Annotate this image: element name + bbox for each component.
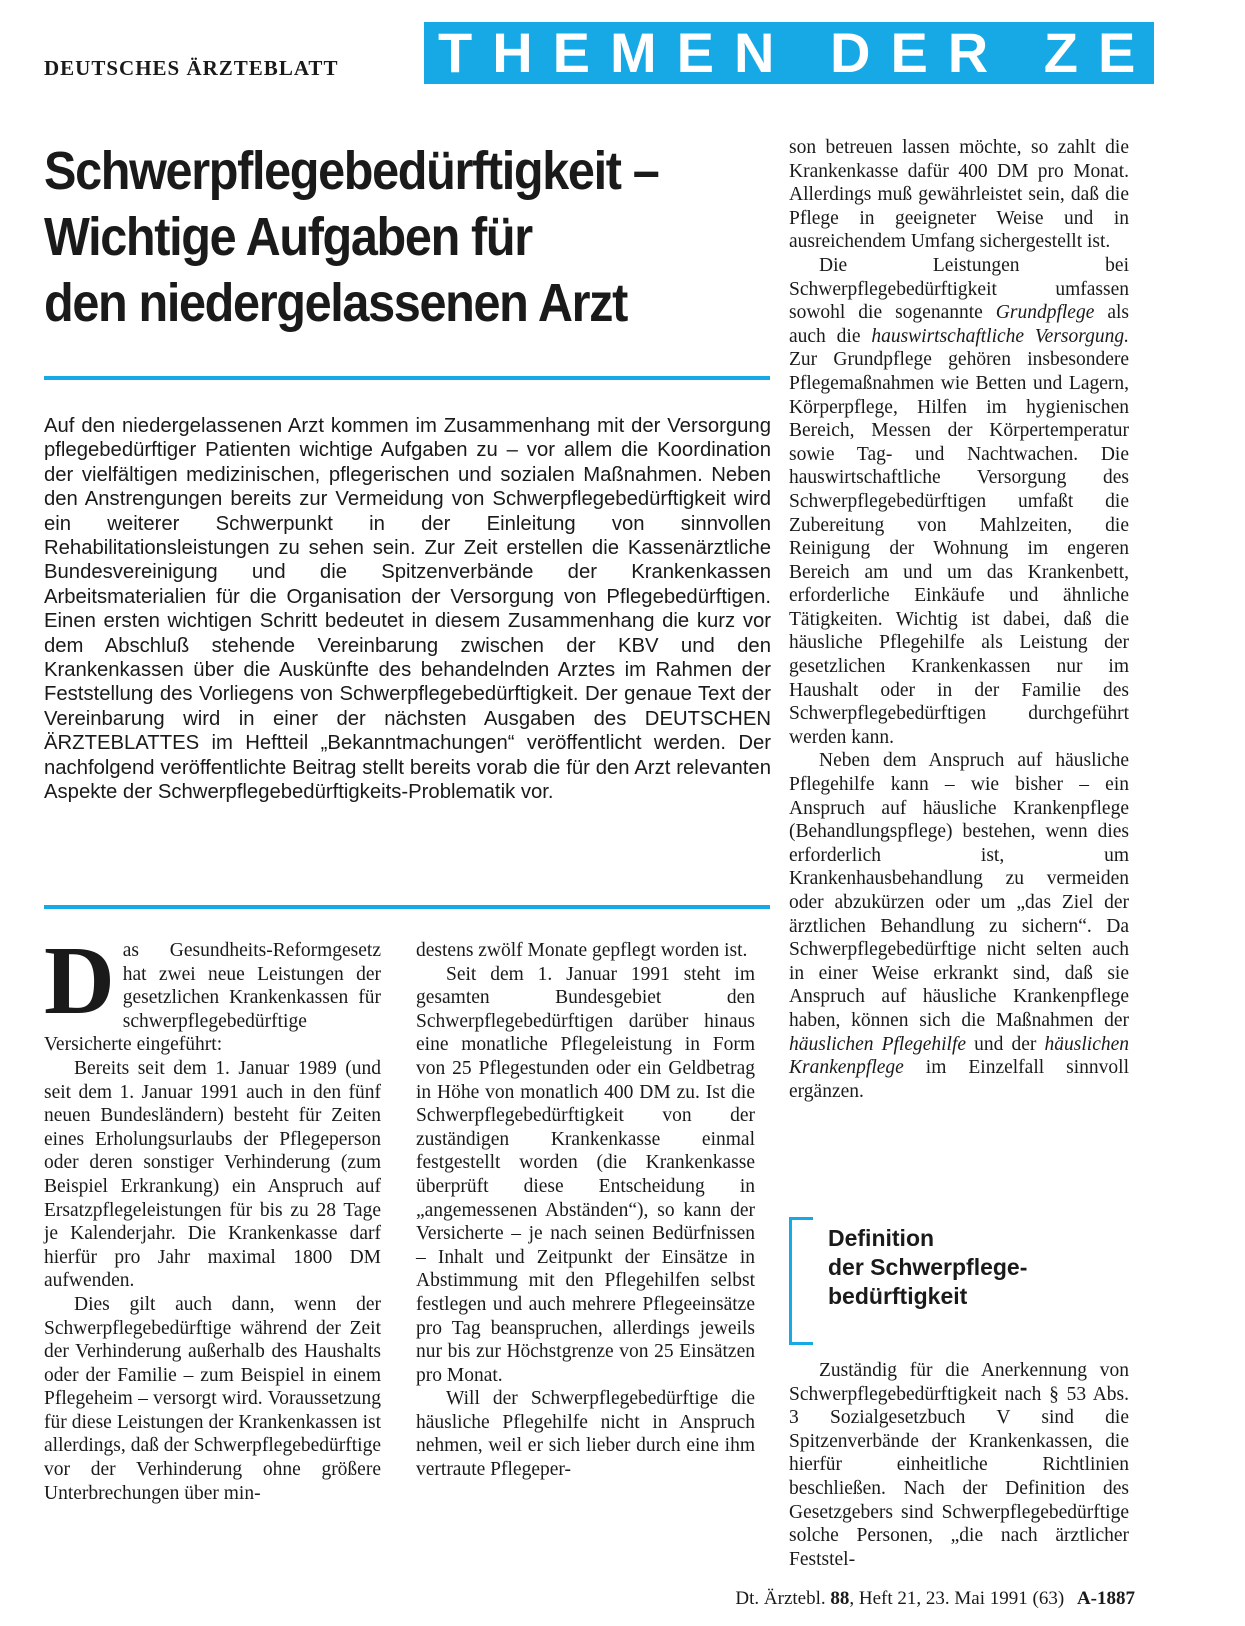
body-paragraph: son betreuen lassen möchte, so zahlt die Krankenkasse dafür 400 DM pro Monat. Allerdings muß gewährleistet sein, daß die Pflege in geeigneter Weise und in ausreichendem Umfang sichergestellt ist. [789, 137, 1129, 253]
body-paragraph: Will der Schwerpflegebedürftige die häusliche Pflegehilfe nicht in Anspruch nehmen, weil er sich lieber durch eine ihm vertraute Pflegeper- [416, 1388, 755, 1481]
citation-volume: 88 [830, 1588, 850, 1609]
page-number: A-1887 [1076, 1588, 1135, 1609]
section-banner-label: THEMEN DER ZEIT [438, 21, 1245, 84]
article-title [44, 138, 701, 336]
section-heading-line: Definition [828, 1225, 935, 1251]
emphasis: häuslichen Krankenpflege [789, 1033, 1130, 1079]
body-paragraph: Neben dem Anspruch auf häusliche Pflegehilfe kann – wie bisher – ein Anspruch auf häusliche Krankenpflege (Behandlungspflege) bestehen, wenn dies erforderlich ist, um Krankenhausbehandlung zu vermeiden oder abzukürzen oder um „das Ziel der ärztlichen Behandlung zu sichern“. Da Schwerpflegebedürftige nicht selten auch in einer Weise erkrankt sind, daß sie Anspruch auf häusliche Krankenpflege haben, können sich die Maßnahmen der häuslichen Pflegehilfe und der häuslichen Krankenpflege im Einzelfall sinnvoll ergänzen. [789, 750, 1130, 1102]
title-line: Wichtige Aufgaben für [44, 207, 532, 267]
lead-rule [44, 905, 770, 909]
title-rule [44, 376, 770, 380]
journal-name: DEUTSCHES ÄRZTEBLATT [44, 56, 339, 80]
lead-paragraph: Auf den niedergelassenen Arzt kommen im Zusammenhang mit der Versorgung pflegebedürftiger Patienten wichtige Aufgaben zu – vor allem die Koordination der vielfältigen medizinischen, pflegerischen und sozialen Maßnahmen. Neben den Anstrengungen bereits zur Vermeidung von Schwerpflegebedürftigkeit wird ein weiterer Schwerpunkt in der Einleitung von sinnvollen Rehabilitationsleistungen zu sehen sein. Zur Zeit erstellen die Kassenärztliche Bundesvereinigung und die Spitzenverbände der Krankenkassen Arbeitsmaterialien für die Organisation der Versorgung von Pflegebedürftigen. Einen ersten wichtigen Schritt bedeutet in diesem Zusammenhang die kurz vor dem Abschluß stehende Vereinbarung zwischen der KBV und den Krankenkassen über die Auskünfte des behandelnden Arztes im Rahmen der Feststellung des Vorliegens von Schwerpflegebedürftigkeit. Der genaue Text der Vereinbarung wird in einer der nächsten Ausgaben des DEUTSCHEN ÄRZTEBLATTES im Heftteil „Bekanntmachungen“ veröffentlicht werden. Der nachfolgend veröffentlichte Beitrag stellt bereits vorab die für den Arzt relevanten Aspekte der Schwerpflegebedürftigkeits-Problematik vor. [44, 415, 771, 804]
section-bracket [789, 1217, 813, 1345]
column-right [789, 136, 1129, 1103]
body-paragraph: Bereits seit dem 1. Januar 1989 (und seit dem 1. Januar 1991 auch in den fünf neuen Bundesländern) besteht für Zeiten eines Erholungsurlaubs der Pflegeperson oder deren sonstiger Verhinderung (zum Beispiel Erkrankung) ein Anspruch auf Ersatzpflegeleistungen für bis zu 28 Tage je Kalenderjahr. Die Krankenkasse darf hierfür pro Jahr maximal 1800 DM aufwenden. [44, 1057, 381, 1292]
section-heading-line: bedürftigkeit [828, 1283, 968, 1309]
body-paragraph: Seit dem 1. Januar 1991 steht im gesamten Bundesgebiet den Schwerpflegebedürftigen darüber hinaus eine monatliche Pflegeleistung in Form von 25 Pflegestunden oder ein Geldbetrag in Höhe von monatlich 400 DM zu. Ist die Schwerpflegebedürftigkeit von der zuständigen Krankenkasse einmal festgestellt worden (die Krankenkasse überprüft diese Entscheidung in „angemessenen Abständen“), so kann der Versicherte – je nach seinen Bedürfnissen – Inhalt und Zeitpunkt der Einsätze in Abstimmung mit den Pflegehilfen selbst festlegen und auch mehrere Pflegeeinsätze pro Tag beanspruchen, allerdings jeweils nur bis zur Höchstgrenze von 25 Einsätzen pro Monat. [416, 963, 755, 1386]
emphasis: Grundpflege [995, 302, 1095, 324]
drop-cap: D [44, 927, 115, 1035]
body-paragraph: Zuständig für die Anerkennung von Schwerpflegebedürftigkeit nach § 53 Abs. 3 Sozialgesetzbuch V sind die Spitzenverbände der Krankenkassen, die hierfür einheitliche Richtlinien beschließen. Nach der Definition des Gesetzgebers sind Schwerpflegebedürftige solche Personen, „die nach ärztlicher Feststel- [789, 1360, 1129, 1570]
title-line: Schwerpflegebedürftigkeit – [44, 141, 659, 201]
section-heading [828, 1224, 1128, 1311]
emphasis: hauswirtschaftliche Versorgung. [871, 325, 1129, 347]
citation-suffix: , Heft 21, 23. Mai 1991 (63) [849, 1588, 1065, 1609]
page-footer [665, 1588, 1135, 1610]
column-left [44, 927, 381, 1505]
body-paragraph: Die Leistungen bei Schwerpflegebedürftigkeit umfassen sowohl die sogenannte Grundpflege als auch die hauswirtschaftliche Versorgung. Zur Grundpflege gehören insbesondere Pflegemaßnahmen wie Betten und Lagern, Körperpflege, Hilfen im hygienischen Bereich, Messen der Körpertemperatur sowie Tag- und Nachtwachen. Die hauswirtschaftliche Versorgung des Schwerpflegebedürftigen umfaßt die Zubereitung von Mahlzeiten, die Reinigung der Wohnung im engeren Bereich am und um das Krankenbett, erforderliche Einkäufe und ähnliche Tätigkeiten. Wichtig ist dabei, daß die häusliche Pflegehilfe als Leistung der gesetzlichen Krankenkassen nur im Haushalt oder in der Familie des Schwerpflegebedürftigen durchgeführt werden kann. [789, 254, 1129, 748]
citation-prefix: Dt. Ärztebl. [735, 1588, 831, 1609]
body-paragraph: Das Gesundheits-Reformgesetz hat zwei neue Leistungen der gesetzlichen Krankenkassen für schwerpflegebedürftige Versicherte eingeführt: [44, 927, 381, 1056]
section-banner [424, 21, 1245, 84]
section-body [789, 1359, 1129, 1571]
body-paragraph: destens zwölf Monate gepflegt worden ist. [416, 940, 748, 961]
body-paragraph: Dies gilt auch dann, wenn der Schwerpflegebedürftige während der Zeit der Verhinderung außerhalb des Haushalts oder der Familie – zum Beispiel in einem Pflegeheim – versorgt wird. Voraussetzung für diese Leistungen der Krankenkassen ist allerdings, daß der Schwerpflegebedürftige vor der Verhinderung ohne größere Unterbrechungen über min- [44, 1293, 381, 1504]
title-line: den niedergelassenen Arzt [44, 273, 627, 333]
column-middle [416, 939, 755, 1482]
section-heading-line: der Schwerpflege- [828, 1254, 1028, 1280]
emphasis: häuslichen Pflegehilfe [789, 1033, 967, 1055]
